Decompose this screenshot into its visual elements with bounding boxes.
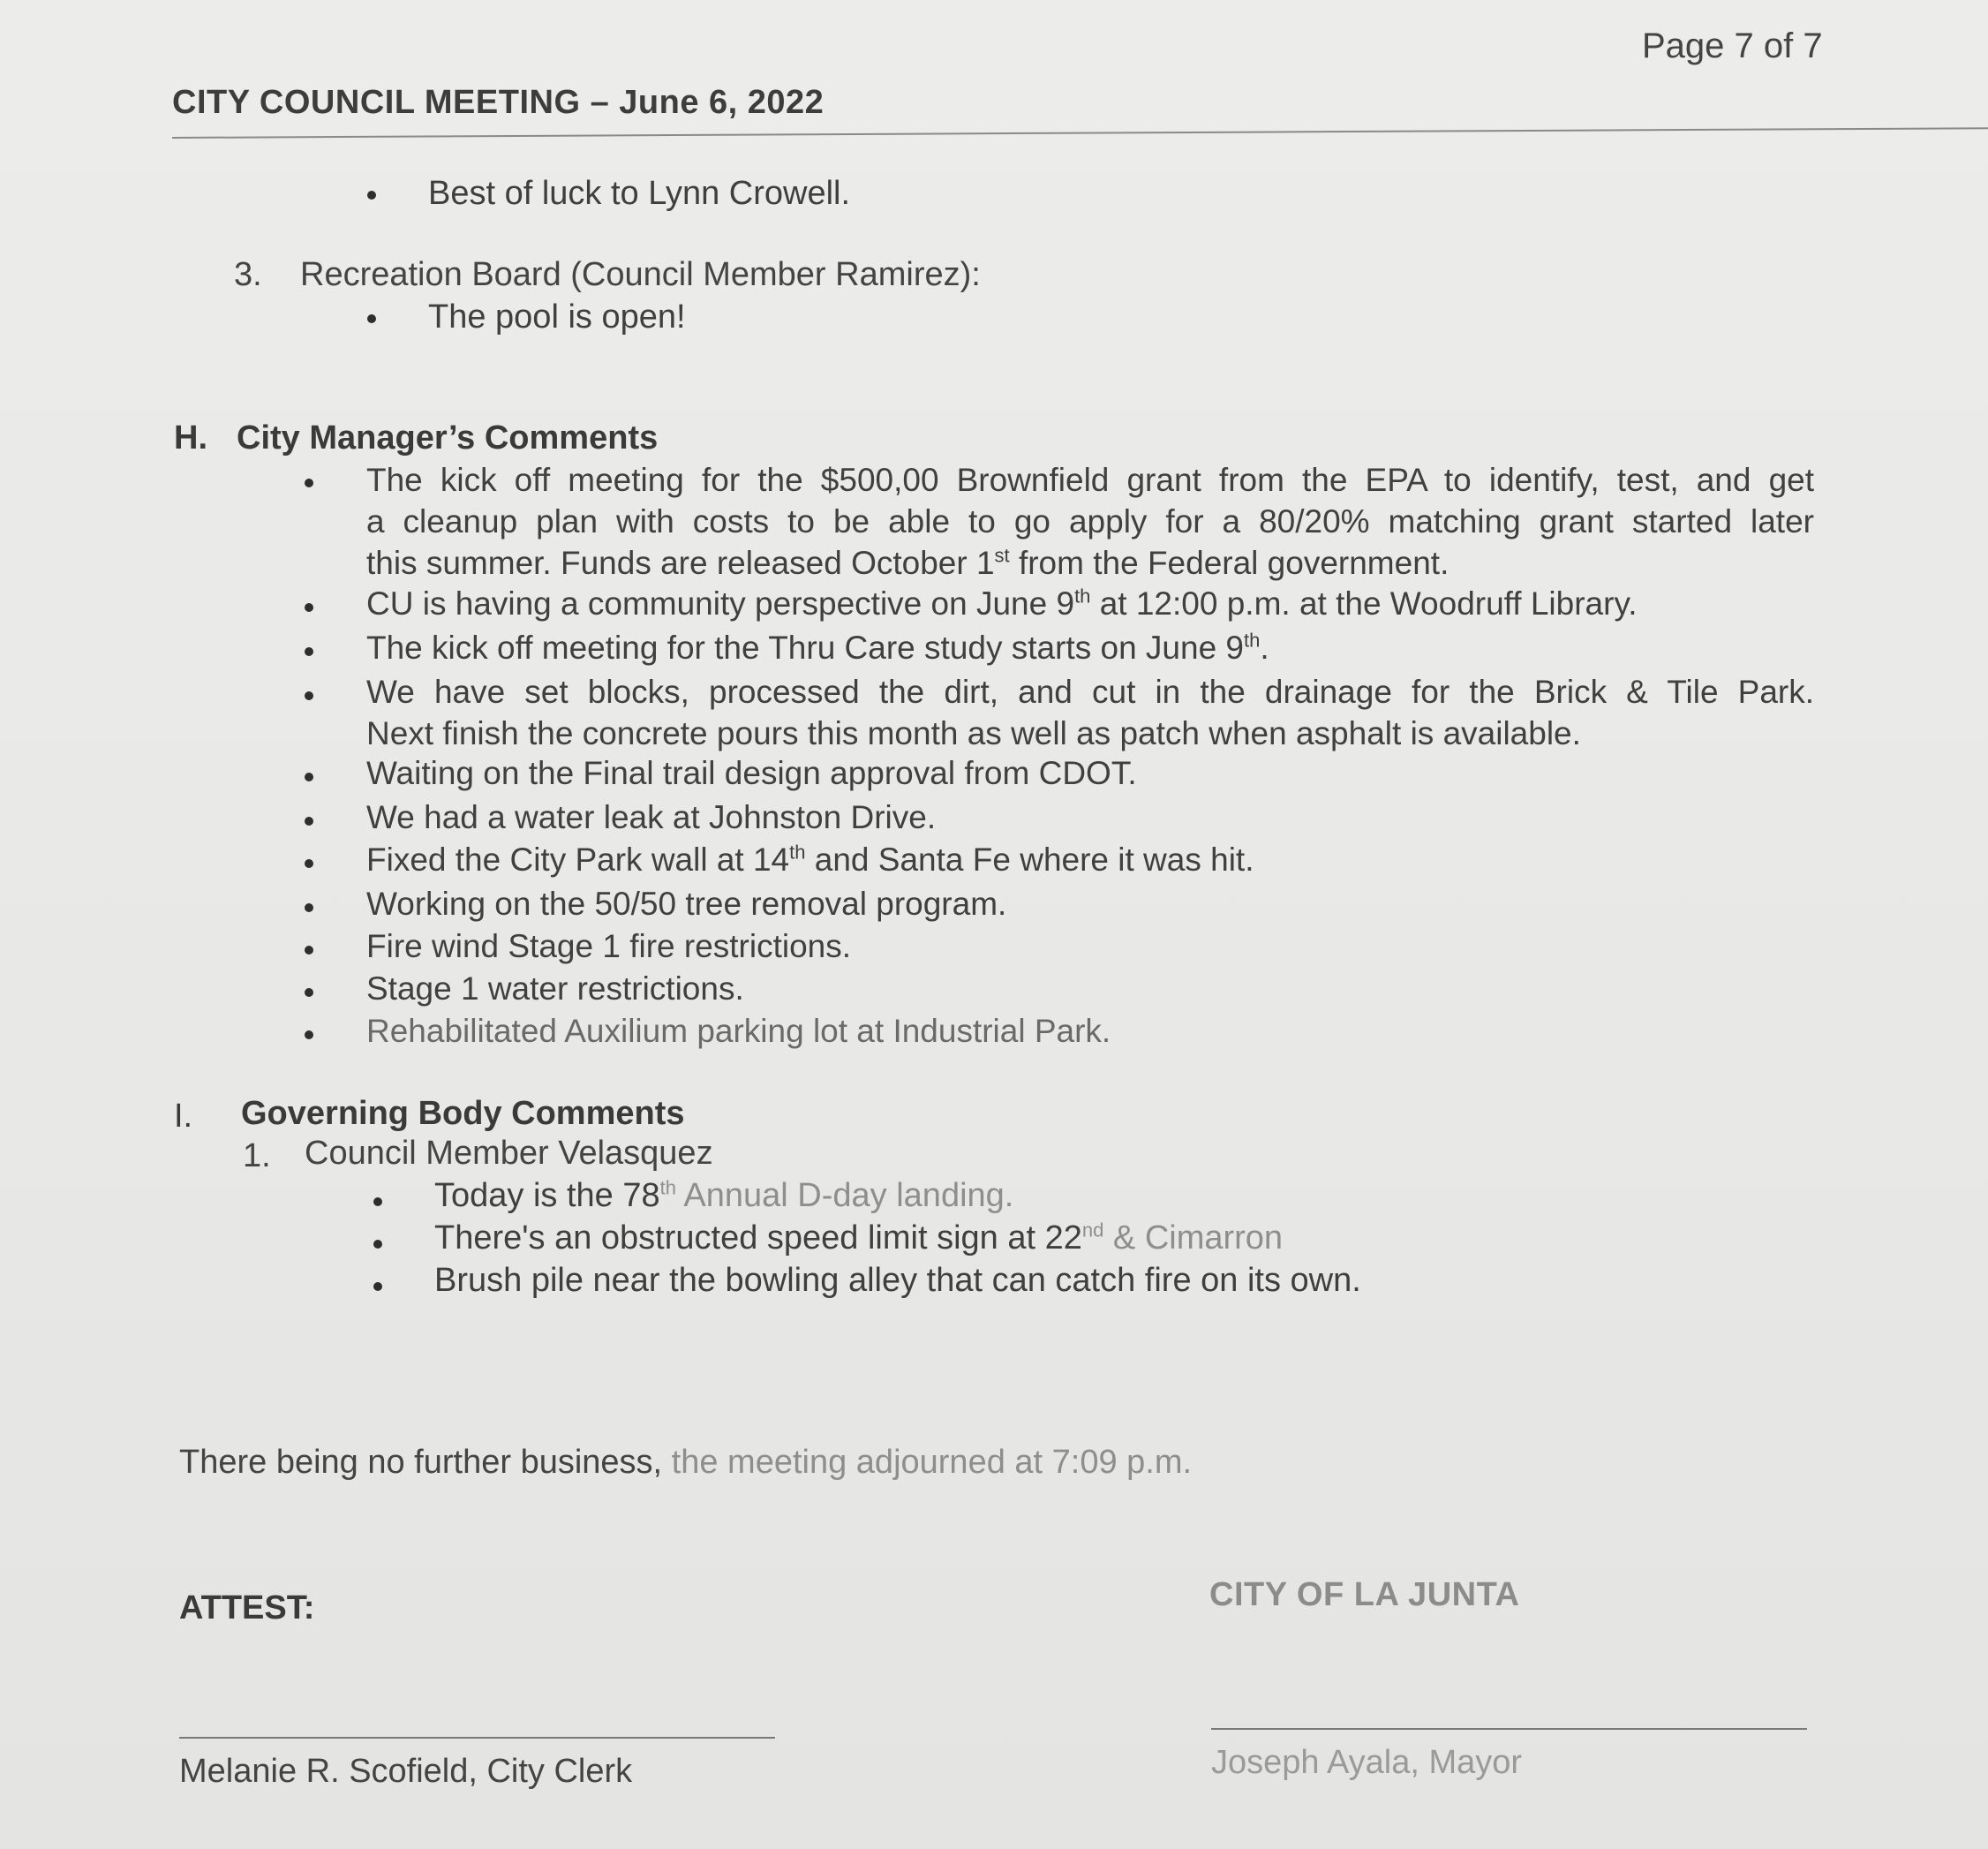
bullet-icon (305, 691, 313, 700)
city-label: CITY OF LA JUNTA (1209, 1576, 1520, 1613)
bullet-icon (367, 314, 376, 323)
list-item: There's an obstructed speed limit sign at 22nd & Cimarron (434, 1219, 1284, 1257)
item-number: 1. (243, 1137, 271, 1174)
bullet-icon (305, 773, 313, 781)
list-item: Fixed the City Park wall at 14th and Santa Fe where it was hit. (366, 841, 1254, 878)
list-item: We had a water leak at Johnston Drive. (366, 799, 937, 835)
list-item (366, 671, 1814, 754)
list-item: Stage 1 water restrictions. (366, 970, 744, 1007)
list-item-line: this summer. Funds are released October 1st from the Federal government. (366, 544, 1450, 581)
mayor-name: Joseph Ayala, Mayor (1211, 1744, 1523, 1781)
bullet-icon (305, 603, 313, 612)
list-item: Today is the 78th Annual D-day landing. (434, 1176, 1014, 1214)
section-letter: H. (174, 419, 207, 457)
bullet-icon (305, 479, 313, 487)
list-item: Waiting on the Final trail design approval from CDOT. (366, 755, 1137, 791)
section-heading-governing-body: Governing Body Comments (241, 1095, 685, 1132)
list-item: Best of luck to Lynn Crowell. (428, 175, 851, 212)
adjournment-statement: There being no further business, the meeting adjourned at 7:09 p.m. (179, 1444, 1193, 1481)
bullet-icon (305, 859, 313, 868)
bullet-icon (373, 1282, 382, 1291)
list-item: The pool is open! (428, 298, 686, 336)
page-number: Page 7 of 7 (1642, 26, 1823, 65)
bullet-icon (305, 817, 313, 826)
bullet-icon (367, 191, 376, 200)
document-title: CITY COUNCIL MEETING – June 6, 2022 (172, 84, 825, 121)
recreation-board-heading: Recreation Board (Council Member Ramirez): (300, 256, 981, 293)
list-item-line: The kick off meeting for the $500,00 Brownfield grant from the EPA to identify, test, and get (366, 462, 1814, 498)
list-item-line: We have set blocks, processed the dirt, and cut in the drainage for the Brick & Tile Park. (366, 674, 1814, 710)
attest-label: ATTEST: (179, 1589, 315, 1626)
list-item: Fire wind Stage 1 fire restrictions. (366, 928, 852, 964)
item-number: 3. (234, 256, 262, 293)
council-member-heading: Council Member Velasquez (305, 1135, 713, 1172)
bullet-icon (305, 647, 313, 656)
list-item: Rehabilitated Auxilium parking lot at Industrial Park. (366, 1013, 1111, 1049)
list-item: Brush pile near the bowling alley that can catch fire on its own. (434, 1262, 1361, 1299)
bullet-icon (373, 1240, 382, 1249)
list-item: CU is having a community perspective on June 9th at 12:00 p.m. at the Woodruff Library. (366, 585, 1638, 622)
header-divider (172, 127, 1988, 139)
bullet-icon (305, 1030, 313, 1039)
clerk-signature-line (179, 1737, 775, 1739)
bullet-icon (305, 988, 313, 997)
list-item (366, 459, 1814, 584)
list-item-line: Next finish the concrete pours this month as well as patch when asphalt is available. (366, 715, 1581, 751)
bullet-icon (373, 1197, 382, 1206)
mayor-signature-line (1211, 1728, 1807, 1730)
section-heading-city-manager: City Manager’s Comments (237, 419, 659, 457)
section-letter: I. (174, 1098, 193, 1135)
list-item: Working on the 50/50 tree removal program. (366, 886, 1007, 922)
list-item: The kick off meeting for the Thru Care study starts on June 9th. (366, 629, 1269, 666)
bullet-icon (305, 903, 313, 912)
list-item-line: a cleanup plan with costs to be able to go apply for a 80/20% matching grant started later (366, 503, 1814, 540)
city-clerk-name: Melanie R. Scofield, City Clerk (179, 1753, 633, 1790)
bullet-icon (305, 946, 313, 955)
